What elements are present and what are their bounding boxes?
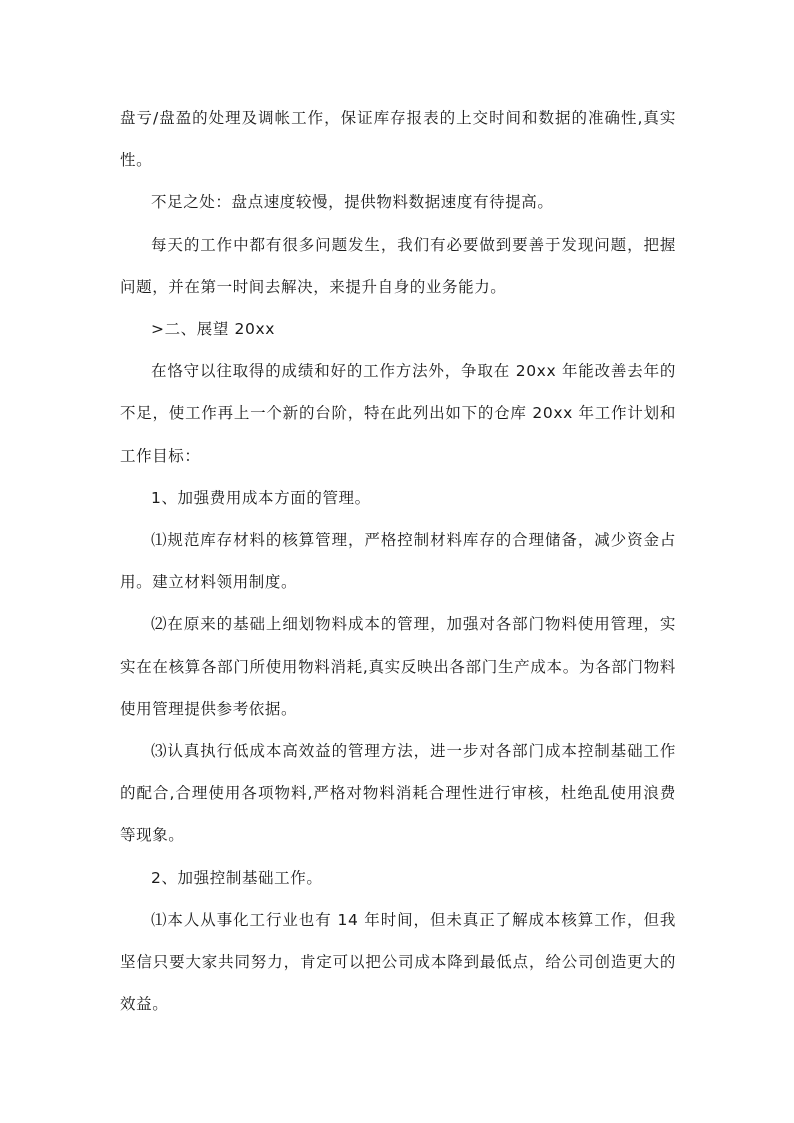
document-body	[120, 97, 676, 1025]
subitem-1-personal-commitment: ⑴本人从事化工行业也有 14 年时间，但未真正了解成本核算工作，但我坚信只要大家共同努力，肯定可以把公司成本降到最低点，给公司创造更大的效益。	[120, 910, 676, 1014]
subitem-2-material-cost: ⑵在原来的基础上细划物料成本的管理，加强对各部门物料使用管理，实实在在核算各部门所使用物料消耗,真实反映出各部门生产成本。为各部门物料使用管理提供参考依据。	[120, 615, 676, 718]
paragraph-outlook-intro: 在恪守以往取得的成绩和好的工作方法外，争取在 20xx 年能改善去年的不足，使工作再上一个新的台阶，特在此列出如下的仓库 20xx 年工作计划和工作目标：	[120, 362, 676, 465]
paragraph-daily-problems: 每天的工作中都有很多问题发生，我们有必要做到要善于发现问题，把握问题，并在第一时间去解决，来提升自身的业务能力。	[120, 235, 676, 296]
item-heading-basic-control: 2、加强控制基础工作。	[151, 868, 323, 887]
paragraph-shortcomings: 不足之处：盘点速度较慢，提供物料数据速度有待提高。	[151, 193, 554, 212]
subitem-1-standardize-inventory: ⑴规范库存材料的核算管理，严格控制材料库存的合理储备，减少资金占用。建立材料领用制度。	[120, 531, 676, 592]
section-heading-outlook: >二、展望 20xx	[151, 320, 275, 339]
subitem-3-low-cost-method: ⑶认真执行低成本高效益的管理方法，进一步对各部门成本控制基础工作的配合,合理使用各项物料,严格对物料消耗合理性进行审核，杜绝乱使用浪费等现象。	[120, 742, 676, 845]
paragraph-inventory-adjustment: 盘亏/盘盈的处理及调帐工作，保证库存报表的上交时间和数据的准确性,真实性。	[120, 109, 676, 170]
item-heading-cost-management: 1、加强费用成本方面的管理。	[151, 488, 371, 507]
